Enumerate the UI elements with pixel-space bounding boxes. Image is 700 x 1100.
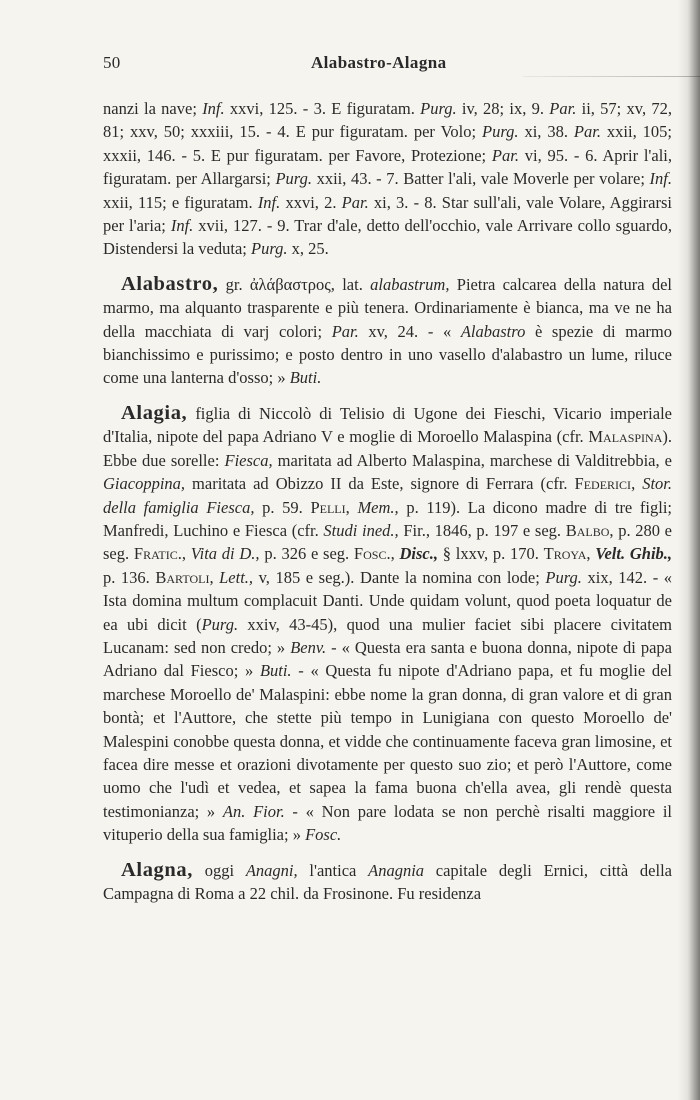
text-run: Inf.: [202, 99, 225, 118]
text-run: gr. ἀλάβαστρος, lat.: [218, 274, 371, 294]
text-run: Par.: [549, 99, 577, 118]
text-run: Pelli: [310, 497, 346, 517]
text-run: Fratic.: [133, 544, 182, 564]
text-run: nanzi la nave;: [103, 99, 203, 118]
page-header: [103, 53, 668, 75]
text-run: capitale degli Ernici, città della Campagna di Roma a 22 chil. da Frosinone. Fu residenza: [103, 860, 673, 903]
headword: Alagia,: [121, 401, 188, 424]
text-run: ,: [631, 474, 643, 494]
text-run: maritata ad Alberto Malaspina, marchese di Valditrebbia, e: [272, 450, 672, 470]
text-run: Lett.,: [219, 567, 254, 587]
text-run: ,: [390, 544, 400, 564]
text-run: ,: [586, 544, 596, 564]
text-run: v, 185 e seg.). Dante la nomina con lode;: [253, 567, 546, 587]
running-title: Alabastro-Alagna: [311, 53, 447, 72]
text-run: p. 119). La dicono madre di tre figli; Manfredi, Luchino e Fiesca (cfr.: [103, 497, 673, 540]
text-run: Fir., 1846, p. 197 e seg.: [398, 520, 566, 540]
text-run: oggi: [192, 860, 246, 880]
text-run: - « Questa fu nipote d'Adriano papa, et fu moglie del marchese Moroello de' Malaspini: ebbe nome la gran donna, di gran valore et di gran bontà; et l'Auttore, che stette più tempo in Lunigiana con questo Moroello de' Malespini conobbe questa donna, et vidde che continuamente faceva gran limosine, et facea dire messe et orazioni divotamente per questo suo zio; et però l'Auttore, come uomo che l'udì et vedea, et sapea la fama buona ch'ella avea, gli rendè questa testimonianza; »: [103, 661, 672, 821]
text-run: Par.: [491, 145, 519, 165]
text-run: Benv.: [290, 637, 327, 657]
text-run: ,: [181, 544, 191, 564]
text-run: p. 136.: [103, 567, 156, 587]
entry-alagia: [103, 402, 672, 847]
text-run: , p. 280 e seg.: [103, 520, 673, 564]
text-run: xxiv, 43-45), quod una mulier faciet sibi placere civitatem Lucanam: sed non credo; »: [103, 614, 672, 657]
text-run: ,: [209, 567, 220, 587]
text-run: Alabastro: [460, 321, 526, 341]
dictionary-text: [103, 97, 672, 905]
text-run: xvii, 127. - 9. Trar d'ale, detto dell'occhio, vale Arrivare collo sguardo, Distendersi la veduta;: [103, 216, 672, 259]
text-run: Buti.: [289, 368, 322, 388]
text-run: p. 326 e seg.: [259, 544, 354, 564]
entry-alabastro: [103, 273, 672, 390]
text-run: § lxxv, p. 170.: [437, 544, 544, 564]
text-run: Inf.: [170, 216, 194, 236]
text-run: ,: [345, 497, 358, 517]
text-run: Giacoppina,: [103, 474, 186, 494]
text-run: xxii, 43. - 7. Batter l'ali, vale Moverle per volare;: [311, 169, 650, 189]
text-run: l'antica: [297, 860, 369, 880]
page-number: 50: [103, 53, 121, 72]
text-run: Stor. della famiglia Fiesca,: [103, 474, 673, 517]
headword: Alagna,: [121, 858, 193, 881]
text-run: è spezie di marmo bianchissimo e purissimo; e posto dentro in uno vasello d'alabastro un lume, riluce come una lanterna d'osso; »: [103, 321, 672, 388]
text-run: xxvi, 2.: [280, 192, 342, 212]
text-run: Mem.,: [357, 497, 399, 517]
text-run: maritata ad Obizzo II da Este, signore di Ferrara (cfr.: [185, 474, 575, 494]
entry-continuation: [103, 97, 672, 261]
text-run: Par.: [573, 122, 601, 142]
text-run: Purg.: [275, 169, 312, 189]
text-run: xi, 38.: [518, 122, 574, 142]
text-run: Anagni,: [245, 860, 298, 880]
text-run: Purg.: [481, 122, 519, 142]
text-run: Purg.: [251, 239, 288, 259]
book-gutter-shadow: [678, 0, 700, 1100]
text-run: Balbo: [565, 520, 610, 540]
text-run: p. 59.: [254, 497, 311, 517]
text-run: xxvi, 125. - 3. E figuratam.: [224, 99, 421, 118]
text-run: An. Fior.: [222, 801, 285, 821]
text-run: Par.: [331, 321, 359, 341]
entry-alagna: [103, 859, 672, 906]
text-run: Purg.: [545, 567, 582, 587]
headword: Alabastro,: [121, 272, 219, 295]
text-run: iv, 28; ix, 9.: [456, 99, 550, 118]
text-run: ). Ebbe due sorelle:: [103, 427, 672, 470]
text-run: - « Questa era santa e buona donna, nipote di papa Adriano dal Fiesco; »: [103, 637, 672, 681]
text-run: Federici: [574, 474, 632, 494]
text-run: Velt. Ghib.,: [595, 544, 673, 564]
text-run: Purg.: [201, 614, 239, 634]
text-run: figlia di Niccolò di Telisio di Ugone dei Fieschi, Vicario imperiale d'Italia, nipote del papa Adriano V e moglie di Moroello Malaspina (cfr.: [103, 403, 672, 447]
text-run: Purg.: [420, 99, 457, 118]
text-run: Disc.,: [399, 544, 438, 564]
text-run: - « Non pare lodata se non perchè risalti maggiore il vituperio della sua famiglia; »: [103, 801, 672, 845]
text-run: Pietra calcarea della natura del marmo, ma alquanto trasparente e più tenera. Ordinariamente è bianca, ma ve ne ha della macchiata di varj colori;: [103, 274, 672, 341]
text-run: Studi ined.,: [323, 520, 399, 540]
text-run: Fosc.: [305, 825, 342, 845]
text-run: ii, 57; xv, 72, 81; xxv, 50; xxxiii, 15. - 4. E pur figuratam. per Volo;: [103, 99, 672, 142]
text-run: xxii, 105; xxxii, 146. - 5. E pur figuratam. per Favore, Protezione;: [103, 122, 672, 165]
text-run: xxii, 115; e figuratam.: [103, 192, 258, 212]
text-run: x, 25.: [287, 239, 329, 259]
text-run: Fosc.: [353, 544, 391, 564]
text-run: Malaspina: [588, 427, 663, 447]
text-run: Fiesca,: [224, 450, 273, 470]
text-run: xix, 142. - « Ista domina multum complacuit Danti. Unde quidam volunt, quod poeta loquatur de ea ubi dicit (: [103, 567, 672, 634]
text-run: Anagnia: [368, 860, 425, 880]
text-run: Par.: [341, 192, 369, 212]
text-run: xv, 24. - «: [358, 321, 461, 341]
text-run: Vita di D.,: [190, 544, 260, 564]
header-rule: [523, 76, 700, 77]
text-run: alabastrum,: [370, 274, 450, 294]
text-run: Buti.: [259, 661, 292, 681]
text-run: Bartoli: [155, 567, 210, 587]
text-run: xi, 3. - 8. Star sull'ali, vale Volare, Aggirarsi per l'aria;: [103, 192, 672, 236]
text-run: Inf.: [649, 169, 672, 189]
text-run: Inf.: [257, 192, 281, 212]
text-run: vi, 95. - 6. Aprir l'ali, figuratam. per Allargarsi;: [103, 145, 673, 189]
text-run: Troya: [543, 544, 587, 564]
